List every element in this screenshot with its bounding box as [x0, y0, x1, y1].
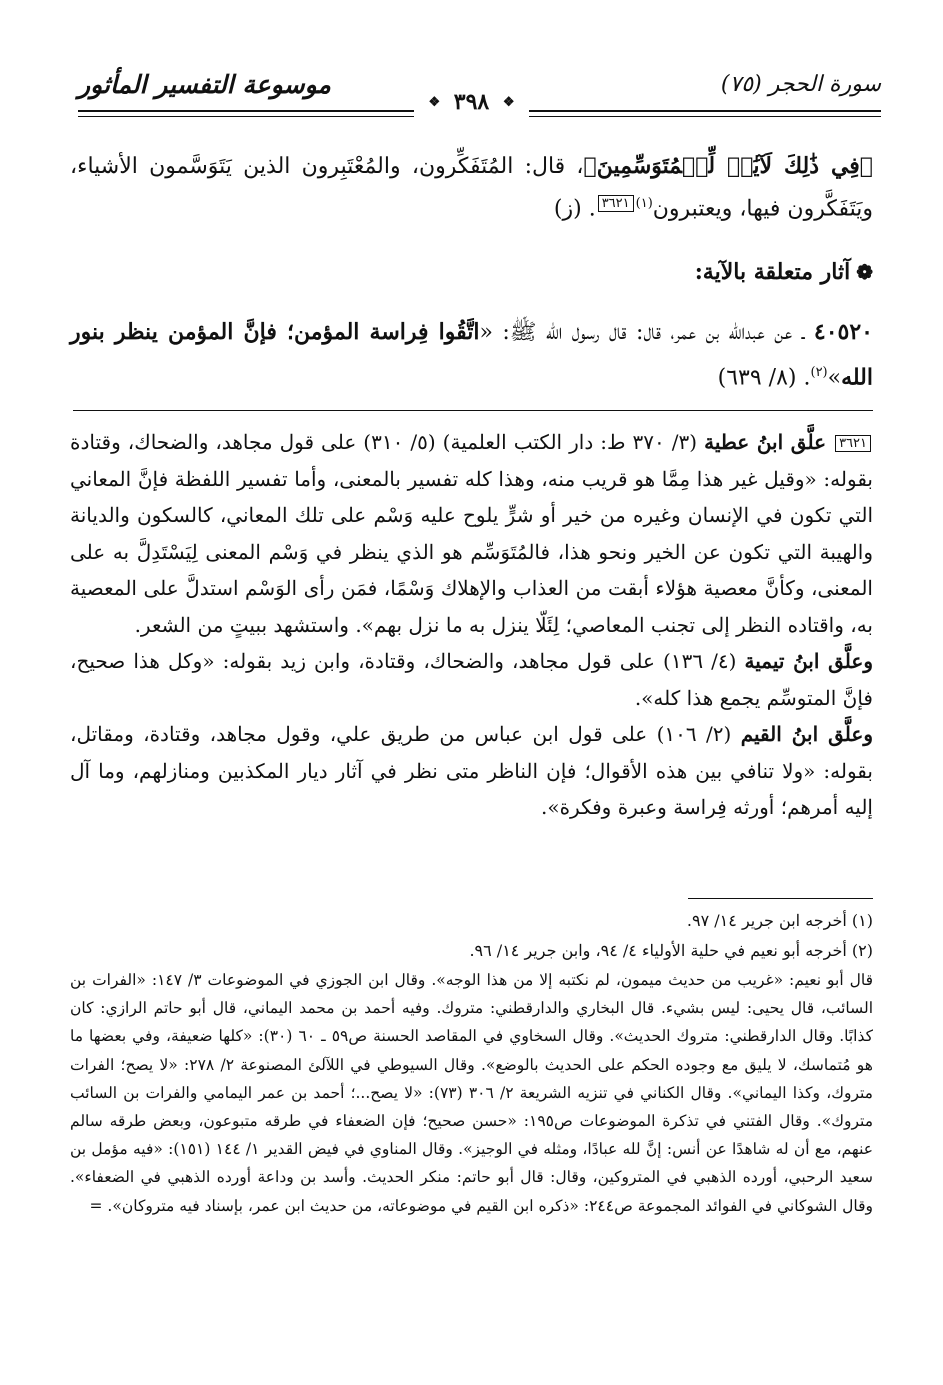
continuation-paragraph [70, 148, 873, 227]
narration-close-quote: » [827, 365, 842, 391]
surah-title: سورة الحجر (٧٥) [720, 72, 881, 97]
footnote-ref: (١) [635, 196, 653, 211]
footnote-1: (١) أخرجه ابن جرير ١٤/ ٩٧. [686, 911, 873, 930]
commentary-paragraph [70, 716, 873, 826]
commentary-paragraph [70, 424, 873, 643]
continuation-end: . (ز) [553, 196, 596, 222]
page-number: ٣٩٨ [453, 89, 490, 115]
narration-intro: ـ عن عبدالله بن عمر، قال: قال رسول الله ﷺ: « [479, 320, 814, 345]
hadith-text: اتَّقُوا فِراسة المؤمن؛ فإنَّ المؤمن ينظر بنور الله [70, 319, 873, 391]
ornament-icon: ❖ [502, 95, 515, 110]
commentary-paragraph [70, 643, 873, 716]
commentary-author: علَّق ابنُ عطية [704, 430, 827, 454]
narration-number: ٤٠٥٢٠ [813, 319, 873, 345]
section-heading [695, 255, 873, 289]
commentary-text: (٣/ ٣٧٠ ط: دار الكتب العلمية) (٥/ ٣١٠) على قول مجاهد، والضحاك، وقتادة بقوله: «وقيل غير هذا مِمَّا هو قريب منه، وهذا كله تفسير بالمعنى، وأما تفسير اللفظة فإنَّ المعاني التي تكون في الإنسان وغيره من خير أو شرٍّ يلوح عليه وَسْم على تلك المعاني، كالسكون والديانة والهيبة التي تكون عن الخير ونحو هذا، فالمُتَوَسِّم هو الذي ينظر في وَسْم المعنى لِيَسْتَدِلَّ به على المعنى، وكأنَّ معصية هؤلاء أبقت من العذاب والإهلاك وَسْمًا، فمَن رأى الوَسْم استدلَّ على المعصية به، واقتاده النظر إلى تجنب المعاصي؛ لِئَلّا ينزل به ما نزل بهم». واستشهد ببيتٍ من الشعر. [70, 430, 873, 637]
ornament-icon: ❖ [428, 95, 441, 110]
commentary-section [70, 424, 873, 826]
book-title: موسوعة التفسير المأثور [78, 70, 331, 99]
footnote-2-detail-text: قال أبو نعيم: «غريب من حديث ميمون، لم نكتبه إلا من هذا الوجه». وقال ابن الجوزي في الموضوعات ٣/ ١٤٧: «الفرات بن السائب، قال يحيى: ليس بشيء. قال البخاري والدارقطني: متروك. وفيه أحمد بن محمد اليماني، قال أبو حاتم الرازي: كان كذابًا. وقال الدارقطني: متروك الحديث». وقال السخاوي في المقاصد الحسنة ص٥٩ ـ ٦٠ (٣٠): «كلها ضعيفة، وفي بعضها ما هو مُتماسك، لا يليق مع وجوده الحكم على الحديث بالوضع». وقال السيوطي في اللآلئ المصنوعة ٢/ ٢٧٨: «لا يصح؛ الفرات متروك، وكذا اليماني». وقال الكناني في تنزيه الشريعة ٢/ ٣٠٦ (٧٣): «لا يصح...؛ أحمد بن عمر اليمامي والفرات بن السائب متروك». وقال الفتني في تذكرة الموضوعات ص١٩٥: «حسن صحيح؛ فإن الضعفاء في طرقه متبوعون، وبعض طرقه سالم عنهم، مع أن له شاهدًا عن أنس: إنَّ لله عبادًا، ومثله في الوجيز». وقال المناوي في فيض القدير ١/ ١٤٤ (١٥١): «فيه مؤمل بن سعيد الرحبي، أورده الذهبي في المتروكين، وقال: قال أبو حاتم: منكر الحديث. وأسد بن وداعة أورده الذهبي في الضعفاء». وقال الشوكاني في الفوائد المجموعة ص٢٤٤: «ذكره ابن القيم في موضوعاته، من حديث ابن عمر، بإسناد فيه متروكان». [70, 971, 874, 1215]
continuation-text: ، قال: المُتَفَكِّرون، والمُعْتَبِرون الذين يَتَوَسَّمون الأشياء، ويَتَفَكَّرون فيها، ويعتبرون [70, 154, 873, 222]
quran-verse: ﴿فِي ذَٰلِكَ لَآيَٰتٖ لِّلۡمُتَوَسِّمِينَ﴾ [583, 153, 873, 179]
footnote-2: (٢) أخرجه أبو نعيم في حلية الأولياء ٤/ ٩٤، وابن جرير ١٤/ ٩٦. [469, 941, 873, 960]
footnote-ref: (٢) [810, 365, 828, 380]
continuation-mark: = [89, 1196, 103, 1215]
page-number-box [414, 88, 528, 117]
footnote-2-detail [70, 966, 873, 1220]
narration-paragraph [70, 312, 873, 398]
section-title: آثار متعلقة بالآية: [694, 259, 851, 285]
footnote-rule [688, 898, 873, 899]
commentary-rule [73, 410, 873, 411]
narration-source: . (٨/ ٦٣٩) [717, 365, 811, 391]
commentary-author: وعلَّق ابنُ القيم [740, 722, 873, 746]
page-number-wrap [0, 88, 943, 118]
commentary-text: (٢/ ١٠٦) على قول ابن عباس من طريق علي، وقول مجاهد، وقتادة، ومقاتل، بقوله: «ولا تنافي بين هذه الأقوال؛ فإن الناظر متى نظر في آثار ديار المكذبين ومنازلهم، وما آل إليه أمرهم؛ أورثه فِراسة وعبرة وفكرة». [70, 722, 873, 819]
footnotes-section [70, 906, 873, 1220]
note-ref-box: ٣٦٢١ [598, 195, 634, 212]
commentary-author: وعلَّق ابنُ تيمية [744, 649, 873, 673]
flower-ornament-icon: ❁ [856, 260, 873, 284]
commentary-text: (٤/ ١٣٦) على قول مجاهد، والضحاك، وقتادة، وابن زيد بقوله: «وكل هذا صحيح، فإنَّ المتوسِّم يجمع هذا كله». [70, 649, 873, 710]
note-number-box: ٣٦٢١ [835, 435, 871, 452]
